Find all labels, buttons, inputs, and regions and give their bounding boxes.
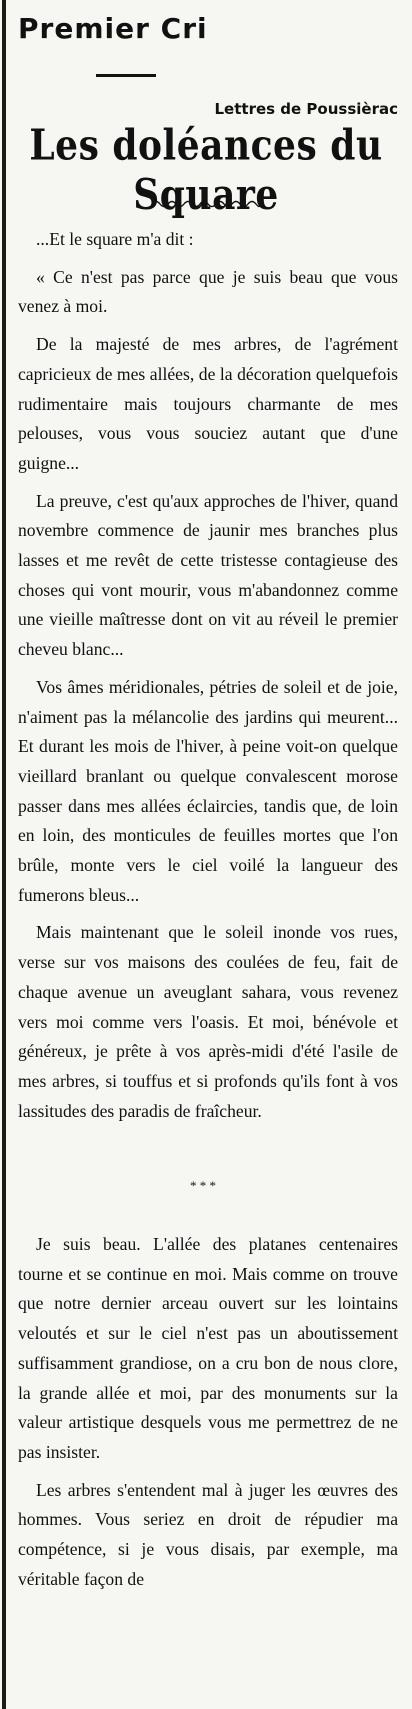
kicker: Lettres de Poussièrac xyxy=(214,100,398,118)
decorative-squiggle xyxy=(150,198,262,210)
article-body-part-1 xyxy=(18,225,398,1134)
asterism xyxy=(190,1178,216,1193)
paragraph: Mais maintenant que le soleil inonde vos rues, verse sur vos maisons des coulées de feu, fait de chaque avenue un aveuglant sahara, vous revenez vers moi comme vers l'oasis. Et moi, bénévole et généreux, je prête à vos après-midi d'été l'asile de mes arbres, si touffus et si profonds qu'ils font à vos lassitudes des paradis de fraîcheur. xyxy=(18,922,398,1121)
masthead-underline xyxy=(96,74,156,77)
paragraph: ...Et le square m'a dit : xyxy=(36,229,194,249)
paragraph: Vos âmes méridionales, pétries de soleil et de joie, n'aiment pas la mélancolie des jardins qui meurent... Et durant les mois de l'hiver, à peine voit-on quelque vieillard branlant ou quelque convalescent morose passer dans mes allées éclaircies, tandis que, de loin en loin, des monticules de feuilles mortes que l'on brûle, monte vers le ciel voilé la langueur des fumerons bleus... xyxy=(18,676,398,905)
paragraph: De la majesté de mes arbres, de l'agrément capricieux de mes allées, de la décoration quelquefois rudimentaire mais toujours charmante de mes pelouses, vous vous souciez autant que d'une guigne... xyxy=(18,334,398,473)
section-masthead: Premier Cri xyxy=(18,12,208,45)
article-title: Les doléances du Square xyxy=(29,120,383,220)
paragraph: « Ce n'est pas parce que je suis beau que vous venez à moi. xyxy=(18,266,398,317)
column-border xyxy=(2,0,6,1709)
asterism-glyphs: * * * xyxy=(190,1178,216,1193)
paragraph: La preuve, c'est qu'aux approches de l'hiver, quand novembre commence de jaunir mes branches plus lasses et me revêt de cette tristesse contagieuse des choses qui vont mourir, vous m'abandonnez comme une vieille maîtresse dont on vit au réveil le premier cheveu blanc... xyxy=(18,490,398,660)
paragraph: Je suis beau. L'allée des platanes centenaires tourne et se continue en moi. Mais comme on trouve que notre dernier arceau ouvert sur les lointains veloutés et sur le ciel n'est pas un aboutissement suffisamment grandiose, on a cru bon de nous clore, la grande allée et moi, par des monuments sur la valeur artistique desquels vous me permettrez de ne pas insister. xyxy=(18,1234,398,1462)
paragraph: Les arbres s'entendent mal à juger les œuvres des hommes. Vous seriez en droit de répudier ma compétence, si je vous disais, par exemple, ma véritable façon de xyxy=(18,1479,398,1589)
article-body-part-2 xyxy=(18,1230,398,1602)
